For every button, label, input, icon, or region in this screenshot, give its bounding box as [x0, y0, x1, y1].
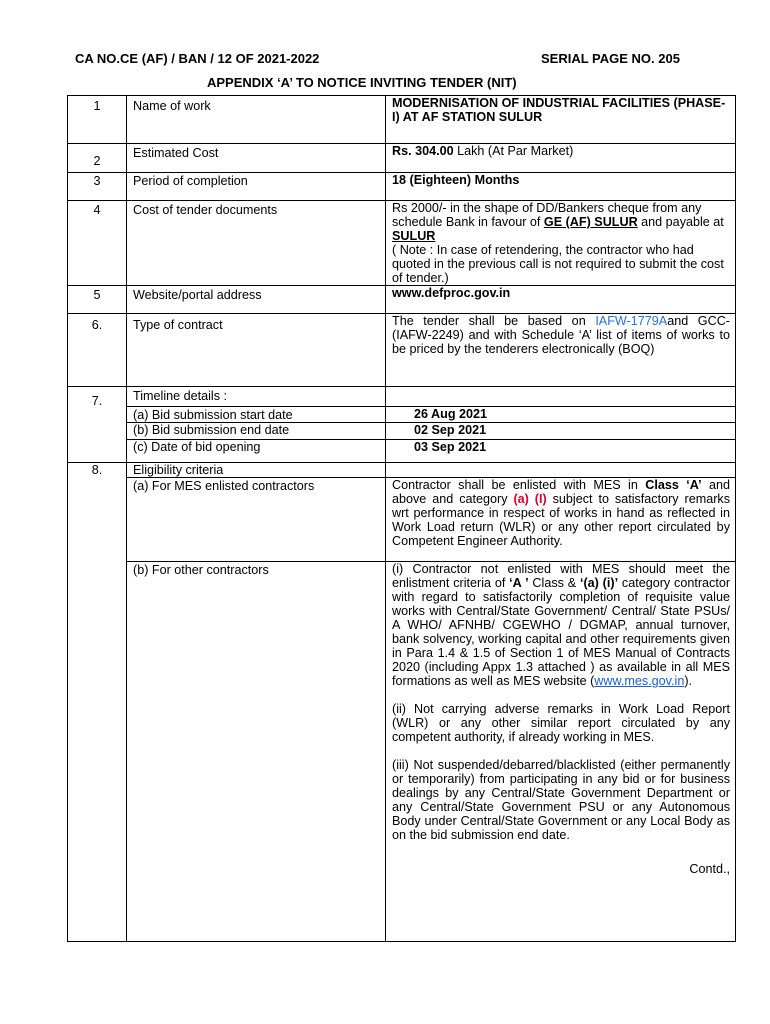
text-fragment: ‘A ’ [509, 576, 529, 590]
table-row [68, 286, 736, 314]
text-fragment: Class & [528, 576, 580, 590]
empty-cell [386, 387, 736, 407]
contract-reference: CA NO.CE (AF) / BAN / 12 OF 2021-2022 [75, 51, 320, 66]
estimated-cost-amount: Rs. 304.00 [392, 144, 454, 158]
serial-page-number: SERIAL PAGE NO. 205 [541, 51, 680, 66]
table-row [68, 96, 736, 144]
table-row [68, 314, 736, 387]
type-of-contract-value [386, 314, 736, 387]
row-number: 7. [68, 387, 127, 463]
name-of-work-value: MODERNISATION OF INDUSTRIAL FACILITIES (PHASE-I) AT AF STATION SULUR [386, 96, 736, 144]
row-label: Name of work [127, 96, 386, 144]
retender-note: ( Note : In case of retendering, the contractor who had quoted in the previous call is not required to submit the cost of tender.) [392, 243, 724, 285]
table-row [68, 478, 736, 562]
empty-cell [386, 463, 736, 478]
table-row [68, 423, 736, 440]
text-fragment: ‘(a) (i)’ [579, 576, 619, 590]
table-row [68, 173, 736, 201]
bid-end-date: 02 Sep 2021 [386, 423, 736, 440]
row-label: Estimated Cost [127, 144, 386, 173]
row-number: 1 [68, 96, 127, 144]
table-row [68, 463, 736, 478]
timeline-label: (b) Bid submission end date [127, 423, 386, 440]
table-row [68, 407, 736, 423]
row-number: 2 [68, 144, 127, 173]
text-fragment: Contractor shall be enlisted with MES in [392, 478, 646, 492]
period-of-completion-value: 18 (Eighteen) Months [386, 173, 736, 201]
class-requirement: Class ‘A’ [645, 478, 702, 492]
page-title: APPENDIX ‘A’ TO NOTICE INVITING TENDER (NIT) [207, 75, 517, 90]
contract-form-reference: IAFW-1779A [595, 314, 668, 328]
timeline-label: (c) Date of bid opening [127, 440, 386, 463]
table-row [68, 440, 736, 463]
row-number: 4 [68, 201, 127, 286]
criterion-ii: (ii) Not carrying adverse remarks in Work Load Report (WLR) or any other similar report circulated by any competent authority, if already working in MES. [392, 702, 730, 744]
nit-appendix-table [67, 95, 736, 942]
timeline-label: (a) Bid submission start date [127, 407, 386, 423]
mes-enlisted-criteria [386, 478, 736, 562]
text-fragment: and GCC- (IAFW-2249) and with Schedule ‘A’ list of items of works to be priced by the tenderers electronically (BOQ) [392, 314, 730, 356]
text-fragment: The tender shall be based on [392, 314, 596, 328]
tender-document-cost-value [386, 201, 736, 286]
row-number: 5 [68, 286, 127, 314]
mes-website-link[interactable]: www.mes.gov.in [594, 674, 685, 688]
text-fragment: subject to satisfactory remarks wrt performance in respect of works in hand as reflected in Work Load return (WLR) or any other report circulated by Competent Engineer Authority. [392, 492, 730, 548]
bid-opening-date: 03 Sep 2021 [386, 440, 736, 463]
eligibility-label: (b) For other contractors [127, 562, 386, 942]
estimated-cost-unit: Lakh (At Par Market) [453, 144, 574, 158]
text-fragment: Rs 2000/- in the shape of DD/Bankers cheque from any schedule Bank in favour of [392, 201, 702, 229]
category-requirement: (a) (I) [513, 492, 547, 506]
text-fragment: (i) Contractor not enlisted with MES should meet the enlistment criteria of [392, 562, 730, 590]
table-row [68, 562, 736, 942]
row-number: 6. [68, 314, 127, 387]
text-fragment: category contractor with regard to satisfactorily completion of requisite value works with Central/State Government/ Central/ State PSUs/ A WHO/ AFNHB/ CGEWHO / DGMAP, annual turnover, bank solvency, working capital and other requirements given in Para 1.4 & 1.5 of Section 1 of MES Manual of Contracts 2020 (including Appx 1.3 attached ) as available in all MES formations as well as MES website ( [392, 576, 731, 688]
continued-marker: Contd., [689, 862, 730, 876]
text-fragment: and above and category [392, 478, 730, 506]
other-contractors-criteria [386, 562, 736, 942]
row-label: Website/portal address [127, 286, 386, 314]
eligibility-label: (a) For MES enlisted contractors [127, 478, 386, 562]
payable-at: SULUR [392, 229, 436, 243]
table-row [68, 201, 736, 286]
text-fragment: and payable at [637, 215, 724, 229]
text-fragment: ). [684, 674, 693, 688]
table-row [68, 387, 736, 407]
criterion-i [392, 562, 730, 688]
criterion-iii: (iii) Not suspended/debarred/blacklisted (either permanently or temporarily) from participating in any bid or for business dealings by any Central/State Government Department or any Central/State Government PSU or any Autonomous Body under Central/State Government or any Local Body as on the bid submission end date. [392, 758, 730, 842]
table-row [68, 144, 736, 173]
payee-name: GE (AF) SULUR [543, 215, 638, 229]
row-number: 3 [68, 173, 127, 201]
row-label: Eligibility criteria [127, 463, 386, 478]
estimated-cost-value [386, 144, 736, 173]
row-label: Period of completion [127, 173, 386, 201]
row-number: 8. [68, 463, 127, 942]
row-label: Timeline details : [127, 387, 386, 407]
bid-start-date: 26 Aug 2021 [386, 407, 736, 423]
row-label: Cost of tender documents [127, 201, 386, 286]
website-address[interactable]: www.defproc.gov.in [386, 286, 736, 314]
row-label: Type of contract [127, 314, 386, 387]
